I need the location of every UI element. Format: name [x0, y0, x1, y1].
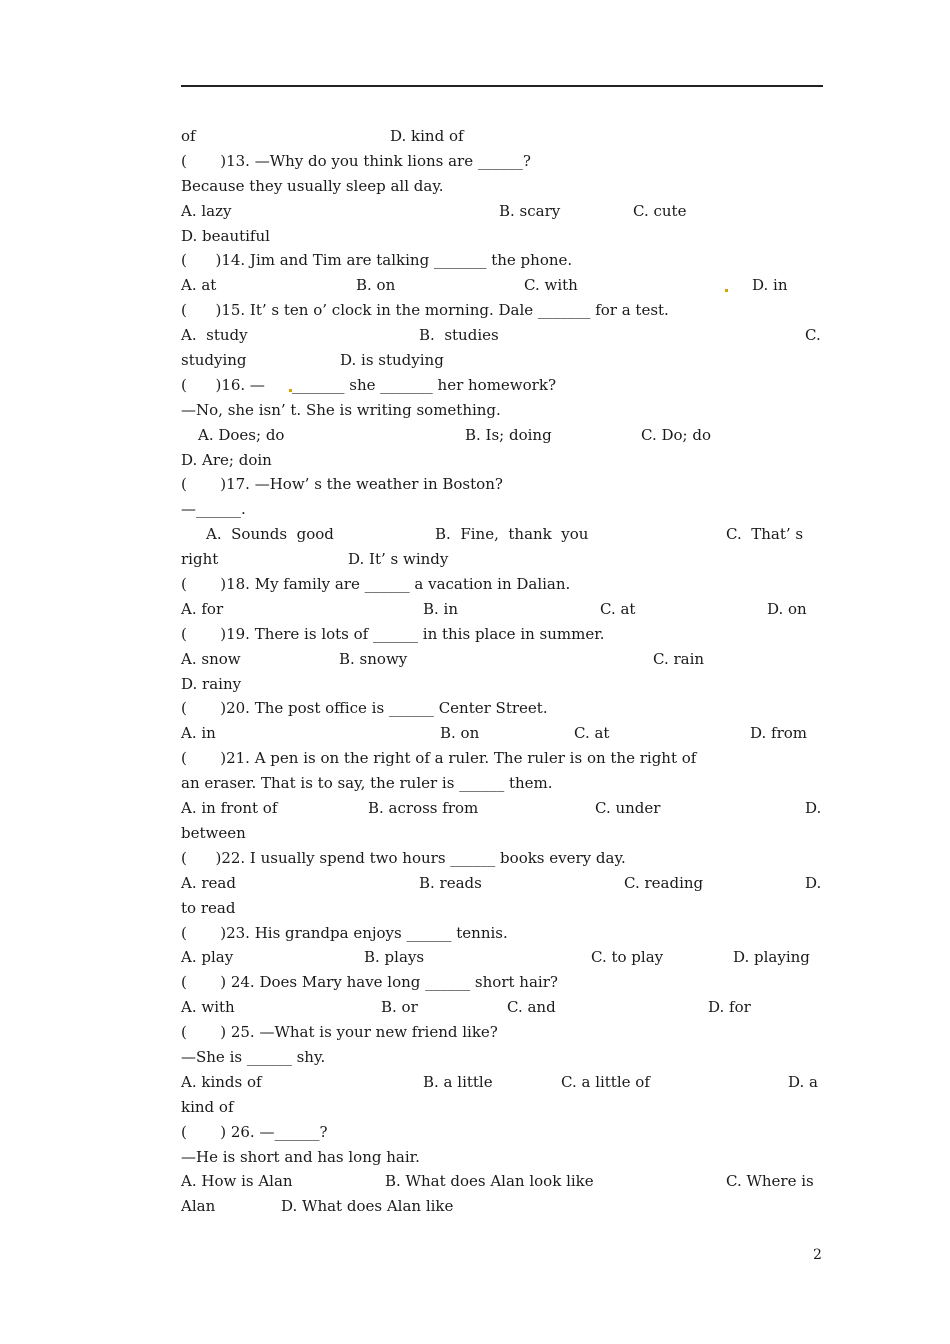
- question-24: ( ) 24. Does Mary have long ______ short hair?: [181, 973, 558, 992]
- options-line: D. beautiful: [181, 226, 270, 245]
- options-line: A. in front of B. across from C. under D.: [181, 799, 822, 818]
- question-23: ( )23. His grandpa enjoys ______ tennis.: [181, 923, 508, 942]
- stray-mark: [289, 389, 292, 392]
- options-line: A. lazy B. scary C. cute: [181, 201, 687, 220]
- options-line: A. How is Alan B. What does Alan look like C. Where is: [181, 1172, 814, 1191]
- question-21: ( )21. A pen is on the right of a ruler. The ruler is on the right of: [181, 749, 697, 768]
- question-26: ( ) 26. —______?: [181, 1122, 328, 1141]
- question-25: ( ) 25. —What is your new friend like?: [181, 1023, 498, 1042]
- question-13: ( )13. —Why do you think lions are ______?: [181, 151, 531, 170]
- options-line: A. study B. studies C.: [181, 326, 821, 345]
- text-line: —He is short and has long hair.: [181, 1147, 420, 1166]
- options-line: to read: [181, 898, 236, 917]
- options-line: between: [181, 823, 246, 842]
- question-14: ( )14. Jim and Tim are talking _______ the phone.: [181, 251, 573, 270]
- options-line: D. Are; doin: [181, 450, 272, 469]
- text-line: —______.: [181, 500, 246, 519]
- options-line: A. play B. plays C. to play D. playing: [181, 948, 810, 967]
- question-19: ( )19. There is lots of ______ in this place in summer.: [181, 624, 605, 643]
- options-line: A. with B. or C. and D. for: [181, 998, 751, 1017]
- question-15: ( )15. It’ s ten o’ clock in the morning. Dale _______ for a test.: [181, 301, 669, 320]
- options-line: D. rainy: [181, 674, 242, 693]
- text-line: Because they usually sleep all day.: [181, 176, 444, 195]
- options-line: A. at B. on C. with D. in: [181, 276, 788, 295]
- options-line: A. snow B. snowy C. rain: [181, 649, 705, 668]
- header-rule: [181, 85, 823, 87]
- text-line: —She is ______ shy.: [181, 1047, 326, 1066]
- options-line: A. for B. in C. at D. on: [181, 599, 807, 618]
- text-line: —No, she isn’ t. She is writing something.: [181, 400, 501, 419]
- options-line: studying D. is studying: [181, 351, 444, 370]
- options-line: A. in B. on C. at D. from: [181, 724, 808, 743]
- question-18: ( )18. My family are ______ a vacation in Dalian.: [181, 575, 571, 594]
- options-line: right D. It’ s windy: [181, 550, 449, 569]
- text-line: of D. kind of: [181, 127, 464, 145]
- options-line: A. kinds of B. a little C. a little of D. a: [181, 1072, 818, 1091]
- options-line: A. read B. reads C. reading D.: [181, 873, 822, 892]
- options-line: A. Does; do B. Is; doing C. Do; do: [198, 425, 711, 444]
- stray-mark: [725, 289, 728, 292]
- options-line: kind of: [181, 1097, 234, 1116]
- question-16: ( )16. — _______ she _______ her homework?: [181, 375, 556, 394]
- text-line: an eraser. That is to say, the ruler is ______ them.: [181, 774, 553, 793]
- question-22: ( )22. I usually spend two hours ______ books every day.: [181, 848, 626, 867]
- options-line: Alan D. What does Alan like: [181, 1197, 454, 1216]
- options-line: A. Sounds good B. Fine, thank you C. That’ s: [206, 525, 804, 544]
- page-number: 2: [813, 1247, 822, 1263]
- question-20: ( )20. The post office is ______ Center Street.: [181, 699, 548, 718]
- question-17: ( )17. —How’ s the weather in Boston?: [181, 475, 503, 494]
